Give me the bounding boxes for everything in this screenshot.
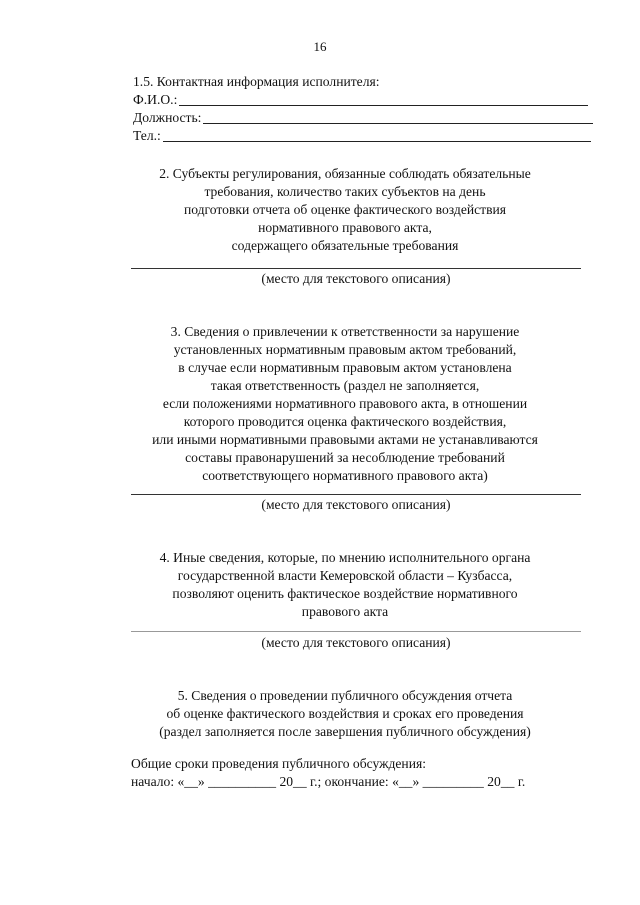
- fio-label: Ф.И.О.:: [133, 92, 178, 107]
- section3-line-3: в случае если нормативным правовым актом установлена: [178, 360, 512, 375]
- section5-line-1: 5. Сведения о проведении публичного обсуждения отчета: [177, 688, 513, 703]
- section4-text-field[interactable]: [131, 631, 581, 632]
- section2-line-5: содержащего обязательные требования: [231, 238, 459, 253]
- position-row: [133, 109, 593, 127]
- section3-line-7: или иными нормативными правовыми актами не устанавливаются: [152, 432, 538, 447]
- section5-line-3: (раздел заполняется после завершения публичного обсуждения): [159, 724, 531, 739]
- section4-placeholder: (место для текстового описания): [261, 635, 451, 650]
- section4-line-3: позволяют оценить фактическое воздействие нормативного: [172, 586, 518, 601]
- phone-row: [133, 127, 591, 145]
- section2-line-2: требования, количество таких субъектов на день: [204, 184, 486, 199]
- position-label: Должность:: [133, 110, 202, 125]
- section2-line-1: 2. Субъекты регулирования, обязанные соблюдать обязательные: [159, 166, 531, 181]
- contact-heading: 1.5. Контактная информация исполнителя:: [133, 74, 380, 89]
- terms-heading: Общие сроки проведения публичного обсуждения:: [131, 756, 426, 771]
- fio-field[interactable]: [179, 92, 588, 106]
- fio-row: [133, 91, 588, 109]
- section4-line-1: 4. Иные сведения, которые, по мнению исполнительного органа: [159, 550, 531, 565]
- phone-field[interactable]: [163, 128, 591, 142]
- section3-line-5: если положениями нормативного правового акта, в отношении: [162, 396, 528, 411]
- section4-line-4: правового акта: [301, 604, 389, 619]
- section5-line-2: об оценке фактического воздействия и сроках его проведения: [166, 706, 524, 721]
- section3-line-2: установленных нормативным правовым актом требований,: [173, 342, 517, 357]
- section3-line-1: 3. Сведения о привлечении к ответственности за нарушение: [170, 324, 520, 339]
- section4-line-2: государственной власти Кемеровской области – Кузбасса,: [177, 568, 513, 583]
- section3-text-field[interactable]: [131, 494, 581, 495]
- position-field[interactable]: [203, 110, 593, 124]
- section3-line-4: такая ответственность (раздел не заполняется,: [210, 378, 480, 393]
- section3-line-9: соответствующего нормативного правового акта): [202, 468, 488, 483]
- section2-placeholder: (место для текстового описания): [261, 271, 451, 286]
- section3-line-8: составы правонарушений за несоблюдение требований: [185, 450, 505, 465]
- section3-line-6: которого проводится оценка фактического воздействия,: [183, 414, 507, 429]
- section2-text-field[interactable]: [131, 268, 581, 269]
- phone-label: Тел.:: [133, 128, 161, 143]
- terms-dates-line[interactable]: начало: «__» __________ 20__ г.; окончание: «__» _________ 20__ г.: [131, 774, 526, 789]
- section3-placeholder: (место для текстового описания): [261, 497, 451, 512]
- section2-line-3: подготовки отчета об оценке фактического воздействия: [183, 202, 507, 217]
- section2-line-4: нормативного правового акта,: [258, 220, 432, 235]
- page-number: 16: [313, 39, 327, 54]
